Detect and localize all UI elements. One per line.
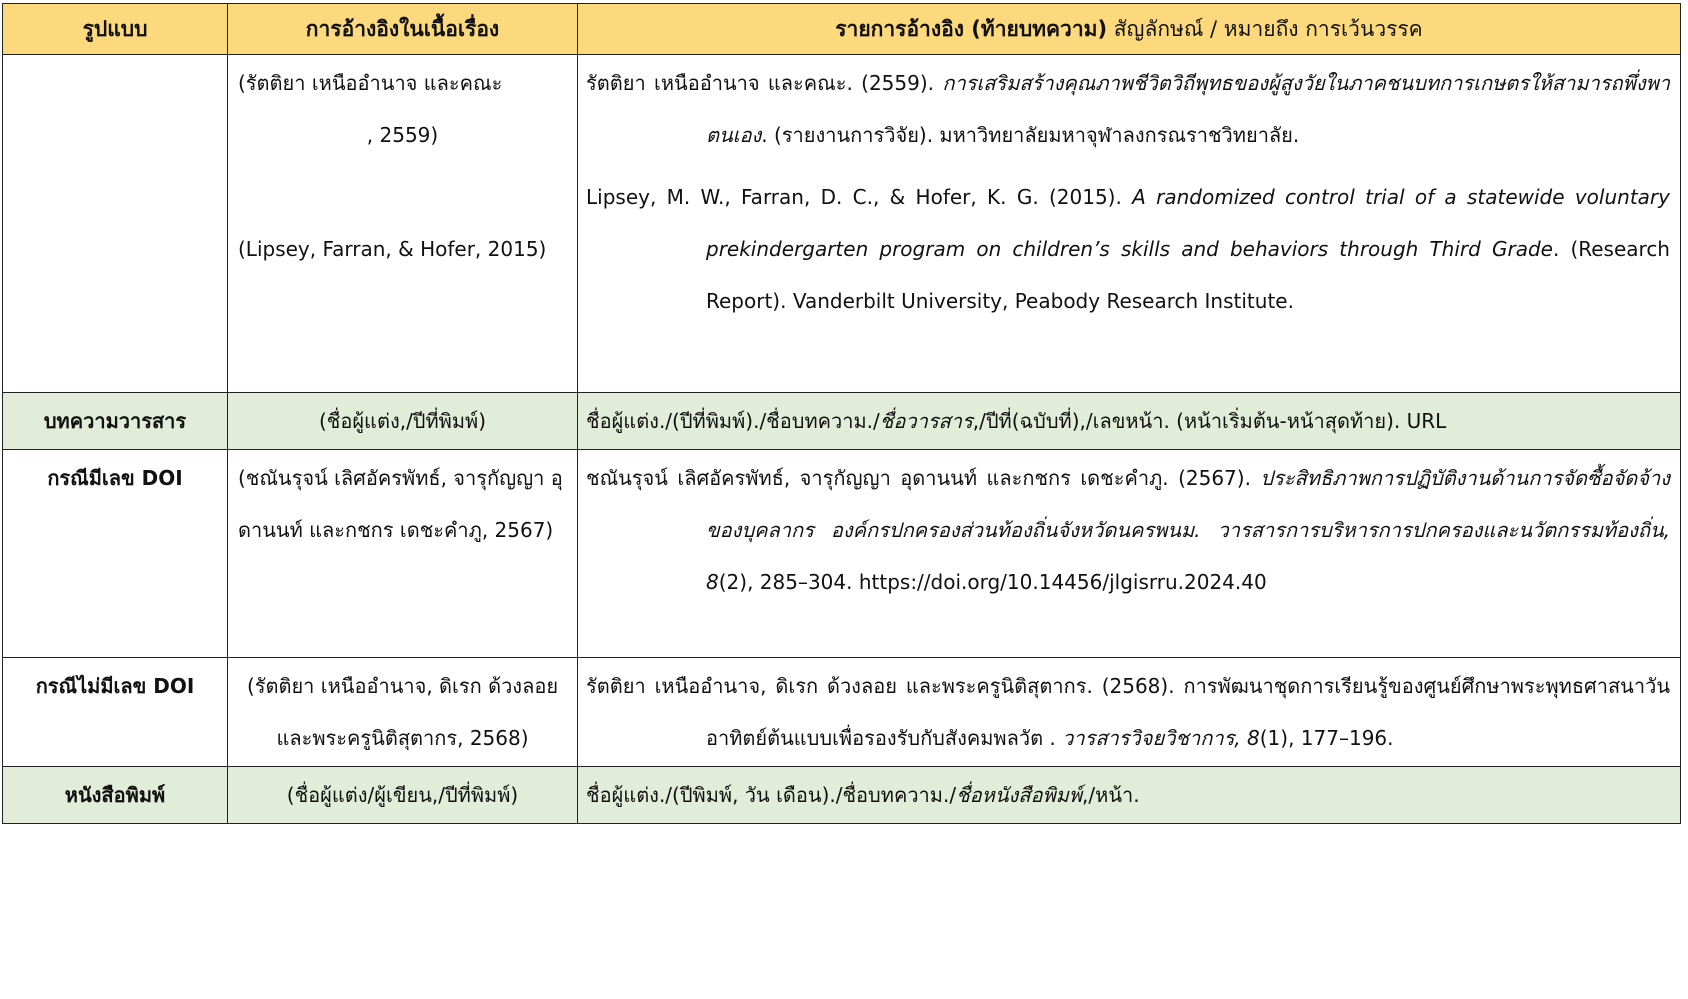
in-text-citation: (รัตติยา เหนืออำนาจ และคณะ	[238, 71, 503, 95]
reference-title: A randomized control trial of a statewide voluntary prekindergarten program on children’s skills and behaviors through Third Grade	[706, 185, 1670, 261]
reference-entry: ชื่อผู้แต่ง./(ปีที่พิมพ์)./ชื่อบทความ./ชื่อวารสาร,/ปีที่(ฉบับที่),/เลขหน้า. (หน้าเริ่มต้น-หน้าสุดท้าย). URL	[586, 409, 1447, 433]
header-reference-list	[578, 4, 1681, 55]
in-text-cell	[228, 55, 578, 393]
table-row	[3, 767, 1681, 824]
format-label: หนังสือพิมพ์	[3, 767, 228, 824]
header-reference-bold: รายการอ้างอิง (ท้ายบทความ)	[835, 17, 1108, 41]
table-row	[3, 55, 1681, 393]
reference-cell	[578, 393, 1681, 450]
reference-entry: Lipsey, M. W., Farran, D. C., & Hofer, K. G. (2015). A randomized control trial of a statewide voluntary prekindergarten program on children’s skills and behaviors through Third Grade. (Research Report). Vanderbilt University, Peabody Research Institute.	[586, 185, 1670, 313]
reference-title: ประสิทธิภาพการปฏิบัติงานด้านการจัดซื้อจัดจ้างของบุคลากร องค์กรปกครองส่วนท้องถิ่นจังหวัดนครพนม. วารสารการบริหารการปกครองและนวัตกรรมท้องถิ่น, 8	[706, 466, 1670, 594]
reference-cell	[578, 55, 1681, 393]
in-text-citation: (ชณันรุจน์ เลิศอัครพัทธ์, จารุกัญญา อุดานนท์ และกชกร เดชะคำภู, 2567)	[228, 450, 578, 658]
reference-format-table	[2, 3, 1681, 824]
header-reference-note: สัญลักษณ์ / หมายถึง การเว้นวรรค	[1107, 17, 1423, 41]
header-row	[3, 4, 1681, 55]
header-in-text-citation: การอ้างอิงในเนื้อเรื่อง	[228, 4, 578, 55]
reference-entry: ชื่อผู้แต่ง./(ปีพิมพ์, วัน เดือน)./ชื่อบทความ./ชื่อหนังสือพิมพ์,/หน้า.	[586, 783, 1140, 807]
reference-cell	[578, 767, 1681, 824]
reference-entry: รัตติยา เหนืออำนาจ, ดิเรก ด้วงลอย และพระครูนิติสุตากร. (2568). การพัฒนาชุดการเรียนรู้ของศูนย์ศึกษาพระพุทธศาสนาวันอาทิตย์ต้นแบบเพื่อรองรับกับสังคมพลวัต . วารสารวิจยวิชาการ, 8(1), 177–196.	[586, 674, 1670, 750]
format-label: กรณีไม่มีเลข DOI	[3, 658, 228, 767]
table-row	[3, 393, 1681, 450]
reference-cell	[578, 658, 1681, 767]
reference-entry: ชณันรุจน์ เลิศอัครพัทธ์, จารุกัญญา อุดานนท์ และกชกร เดชะคำภู. (2567). ประสิทธิภาพการปฏิบัติงานด้านการจัดซื้อจัดจ้างของบุคลากร องค์กรปกครองส่วนท้องถิ่นจังหวัดนครพนม. วารสารการบริหารการปกครองและนวัตกรรมท้องถิ่น, 8(2), 285–304. https://doi.org/10.14456/jlgisrru.2024.40	[586, 466, 1670, 594]
reference-journal: ชื่อวารสาร	[879, 409, 973, 433]
reference-cell	[578, 450, 1681, 658]
in-text-citation: (ชื่อผู้แต่ง,/ปีที่พิมพ์)	[228, 393, 578, 450]
header-format: รูปแบบ	[3, 4, 228, 55]
in-text-citation: (รัตติยา เหนืออำนาจ, ดิเรก ด้วงลอย และพระครูนิติสุตากร, 2568)	[228, 658, 578, 767]
reference-journal: วารสารวิจยวิชาการ, 8	[1062, 726, 1260, 750]
reference-entry: รัตติยา เหนืออำนาจ และคณะ. (2559). การเสริมสร้างคุณภาพชีวิตวิถีพุทธของผู้สูงวัยในภาคชนบทการเกษตรให้สามารถพึ่งพาตนเอง. (รายงานการวิจัย). มหาวิทยาลัยมหาจุฬาลงกรณราชวิทยาลัย.	[586, 71, 1670, 147]
table-row	[3, 450, 1681, 658]
in-text-citation-cont: , 2559)	[366, 123, 439, 147]
table-row	[3, 658, 1681, 767]
in-text-citation: (Lipsey, Farran, & Hofer, 2015)	[238, 237, 547, 261]
in-text-citation: (ชื่อผู้แต่ง/ผู้เขียน,/ปีที่พิมพ์)	[228, 767, 578, 824]
reference-title: การเสริมสร้างคุณภาพชีวิตวิถีพุทธของผู้สูงวัยในภาคชนบทการเกษตรให้สามารถพึ่งพาตนเอง	[706, 71, 1670, 147]
format-cell-empty	[3, 55, 228, 393]
format-label: บทความวารสาร	[3, 393, 228, 450]
reference-newspaper: ชื่อหนังสือพิมพ์	[956, 783, 1083, 807]
format-label: กรณีมีเลข DOI	[3, 450, 228, 658]
